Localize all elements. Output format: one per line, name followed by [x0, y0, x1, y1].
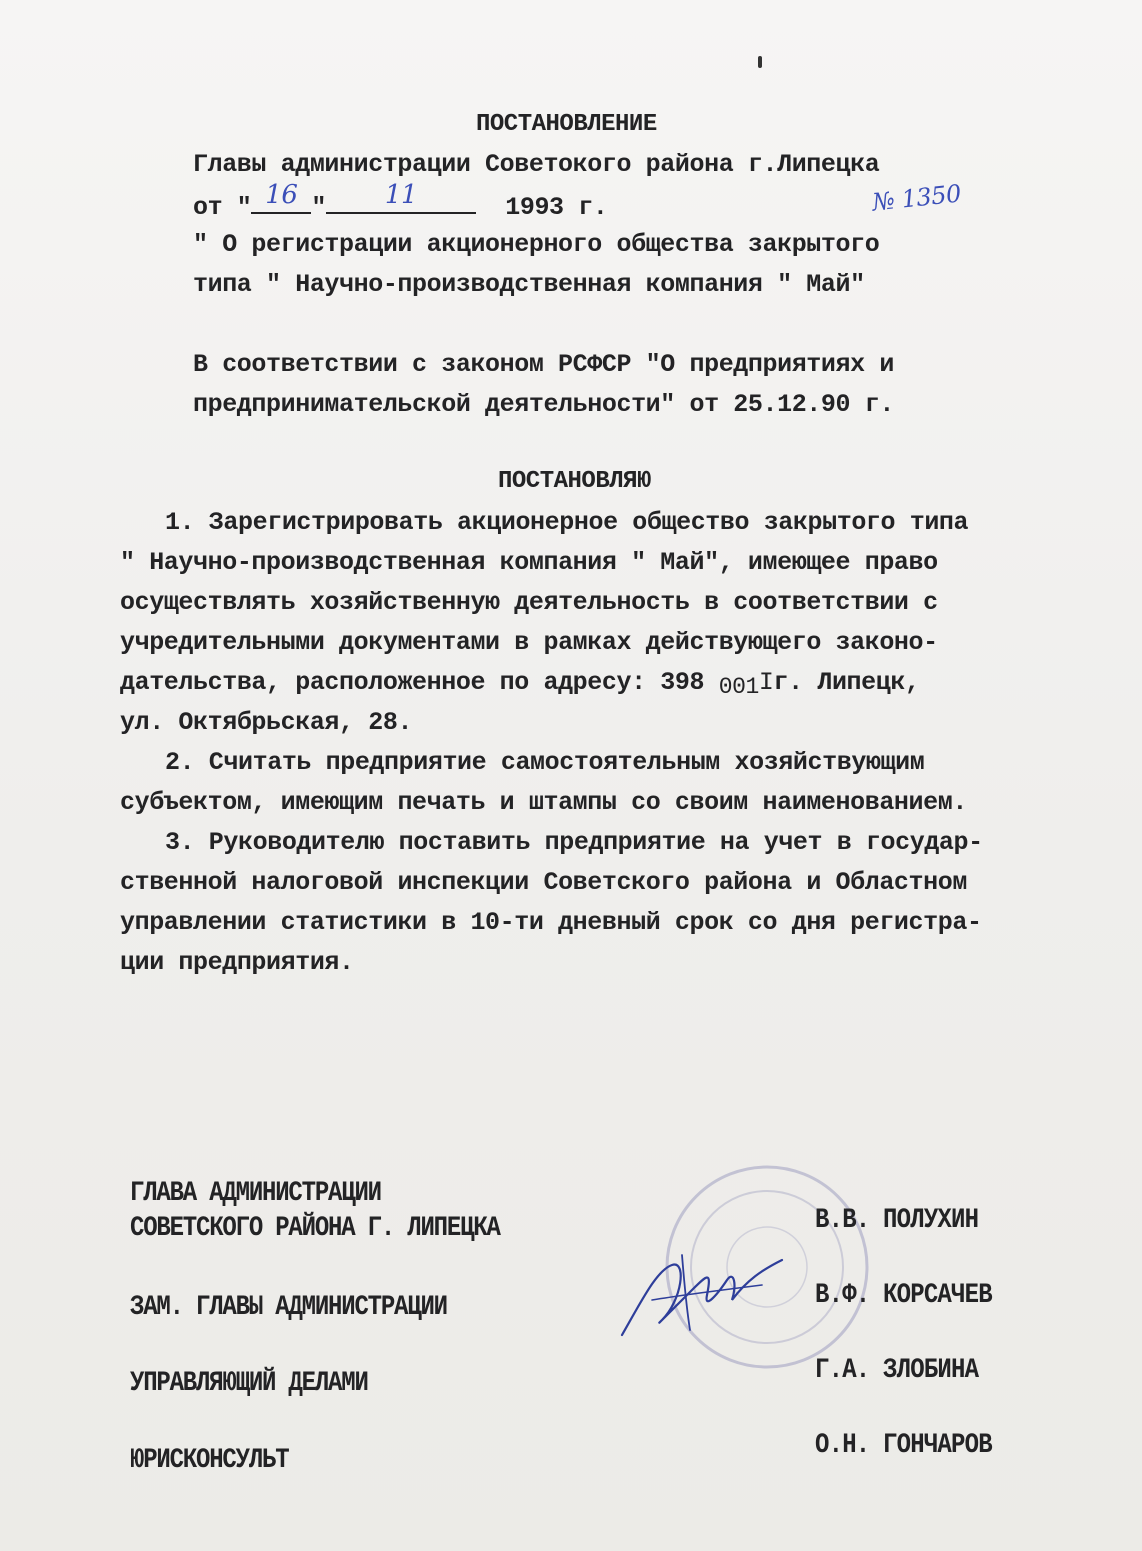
date-prefix: от "	[193, 193, 252, 222]
item1-line-4: учредительными документами в рамках действующего законо-	[120, 628, 938, 657]
item1-line-3: осуществлять хозяйственную деятельность в соответствии с	[120, 588, 938, 617]
address-text-a: дательства, расположенное по адресу: 398	[120, 668, 719, 697]
item1-line-5: дательства, расположенное по адресу: 398 001Iг. Липецк,	[120, 668, 920, 700]
date-mid: "	[311, 193, 327, 222]
subject-line-1: " О регистрации акционерного общества закрытого	[193, 230, 880, 259]
ink-mark	[758, 56, 762, 68]
item3-line-2: ственной налоговой инспекции Советского района и Областном	[120, 868, 967, 897]
date-year: 1993 г.	[505, 193, 608, 222]
basis-line-2: предпринимательской деятельности" от 25.12.90 г.	[193, 390, 894, 419]
date-day-blank	[251, 180, 311, 214]
subject-line-2: типа " Научно-производственная компания " Май"	[193, 270, 865, 299]
signer-3-position: УПРАВЛЯЮЩИЙ ДЕЛАМИ	[130, 1368, 368, 1400]
signer-1-name: В.В. ПОЛУХИН	[815, 1205, 979, 1237]
signer-1-position-line-2: СОВЕТСКОГО РАЙОНА Г. ЛИПЕЦКА	[130, 1213, 500, 1245]
item1-line-2: " Научно-производственная компания " Май", имеющее право	[120, 548, 938, 577]
item2-line-2: субъектом, имеющим печать и штампы со своим наименованием.	[120, 788, 967, 817]
signer-4-name: О.Н. ГОНЧАРОВ	[815, 1430, 992, 1462]
item3-line-4: ции предприятия.	[120, 948, 354, 977]
date-month-blank	[326, 180, 476, 214]
signer-2-position: ЗАМ. ГЛАВЫ АДМИНИСТРАЦИИ	[130, 1292, 447, 1324]
date-day-handwritten: 16	[265, 180, 298, 210]
signer-1-position-line-1: ГЛАВА АДМИНИСТРАЦИИ	[130, 1178, 381, 1210]
basis-line-1: В соответствии с законом РСФСР "О предприятиях и	[193, 350, 894, 379]
signer-2-name: В.Ф. КОРСАЧЕВ	[815, 1280, 992, 1312]
postcode-typed: 001	[718, 674, 759, 700]
item2-line-1: 2. Считать предприятие самостоятельным хозяйствующим	[165, 748, 925, 777]
document-number-handwritten: № 1350	[870, 179, 963, 217]
handwritten-signature-icon	[612, 1240, 792, 1350]
item3-line-3: управлении статистики в 10-ти дневный срок со дня регистра-	[120, 908, 982, 937]
date-month-handwritten: 11	[384, 180, 418, 210]
date-line	[193, 180, 608, 223]
item3-line-1: 3. Руководителю поставить предприятие на учет в государ-	[165, 828, 983, 857]
signer-3-name: Г.А. ЗЛОБИНА	[815, 1355, 979, 1387]
document-title: ПОСТАНОВЛЕНИЕ	[476, 111, 657, 138]
address-text-b: г. Липецк,	[773, 668, 920, 697]
item1-line-6: ул. Октябрьская, 28.	[120, 708, 413, 737]
item1-line-1: 1. Зарегистрировать акционерное общество закрытого типа	[165, 508, 969, 537]
signer-4-position: ЮРИСКОНСУЛЬТ	[130, 1445, 289, 1477]
issuer-line: Главы администрации Советокого района г.Липецка	[193, 150, 880, 179]
resolve-heading: ПОСТАНОВЛЯЮ	[498, 468, 651, 495]
